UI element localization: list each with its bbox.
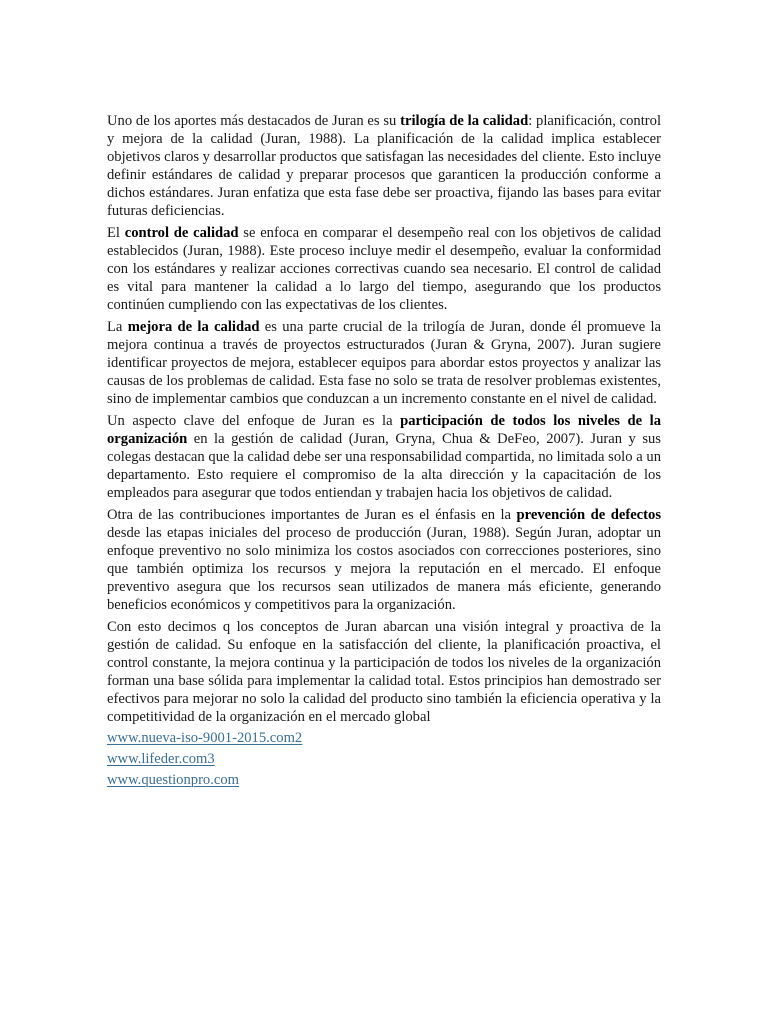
paragraph-text: La [107,319,128,335]
paragraph-text: Con esto decimos q los conceptos de Juran abarcan una visión integral y proactiva de la gestión de calidad. Su enfoque en la satisfacción del cliente, la planificación proactiva, el control constante, la mejora continua y la participación de todos los niveles de la organización forman una base sólida para implementar la calidad total. Estos principios han demostrado ser efectivos para mejorar no solo la calidad del producto sino también la eficiencia operativa y la competitividad de la organización en el mercado global [107,619,661,725]
body-paragraph [107,618,661,726]
reference-links [107,730,661,789]
reference-link[interactable]: www.nueva-iso-9001-2015.com2 [107,730,303,746]
bold-term: mejora de la calidad [127,319,260,335]
paragraph-text: Un aspecto clave del enfoque de Juran es la [107,413,401,429]
bold-term: control de calidad [124,225,239,241]
body-paragraph [107,412,661,502]
reference-link[interactable]: www.questionpro.com [107,772,239,788]
paragraph-text: : planificación, control y mejora de la calidad (Juran, 1988). La planificación de la calidad implica establecer objetivos claros y desarrollar productos que satisfagan las necesidades del cliente. Esto incluye definir estándares de calidad y preparar procesos que garanticen la producción conforme a dichos estándares. Juran enfatiza que esta fase debe ser proactiva, fijando las bases para evitar futuras deficiencias. [107,113,661,219]
body-paragraph [107,506,661,614]
document-body [107,112,661,726]
body-paragraph [107,224,661,314]
document-page [107,112,661,789]
bold-term: trilogía de la calidad [400,113,529,129]
body-paragraph [107,318,661,408]
body-paragraph [107,112,661,220]
paragraph-text: es una parte crucial de la trilogía de Juran, donde él promueve la mejora continua a través de proyectos estructurados (Juran & Gryna, 2007). Juran sugiere identificar proyectos de mejora, establecer equipos para abordar estos proyectos y analizar las causas de los problemas de calidad. Esta fase no solo se trata de resolver problemas existentes, sino de implementar cambios que conduzcan a un incremento constante en el nivel de calidad. [107,319,661,407]
paragraph-text: desde las etapas iniciales del proceso de producción (Juran, 1988). Según Juran, adoptar un enfoque preventivo no solo minimiza los costos asociados con correcciones posteriores, sino que también optimiza los recursos y mejora la reputación en el mercado. El enfoque preventivo asegura que los recursos sean utilizados de manera más eficiente, generando beneficios económicos y competitivos para la organización. [107,525,661,613]
paragraph-text: en la gestión de calidad (Juran, Gryna, Chua & DeFeo, 2007). Juran y sus colegas destacan que la calidad debe ser una responsabilidad compartida, no limitada solo a un departamento. Esto requiere el compromiso de la alta dirección y la capacitación de los empleados para asegurar que todos entiendan y trabajen hacia los objetivos de calidad. [107,431,661,501]
paragraph-text: se enfoca en comparar el desempeño real con los objetivos de calidad establecidos (Juran, 1988). Este proceso incluye medir el desempeño, evaluar la conformidad con los estándares y realizar acciones correctivas cuando sea necesario. El control de calidad es vital para mantener la calidad a lo largo del tiempo, asegurando que los productos continúen cumpliendo con las expectativas de los clientes. [107,225,661,313]
reference-link[interactable]: www.lifeder.com3 [107,751,215,767]
paragraph-text: El [107,225,125,241]
bold-term: prevención de defectos [516,507,661,523]
paragraph-text: Otra de las contribuciones importantes de Juran es el énfasis en la [107,507,517,523]
bold-term: participación de todos los niveles de la organización [107,413,661,447]
paragraph-text: Uno de los aportes más destacados de Juran es su [107,113,401,129]
